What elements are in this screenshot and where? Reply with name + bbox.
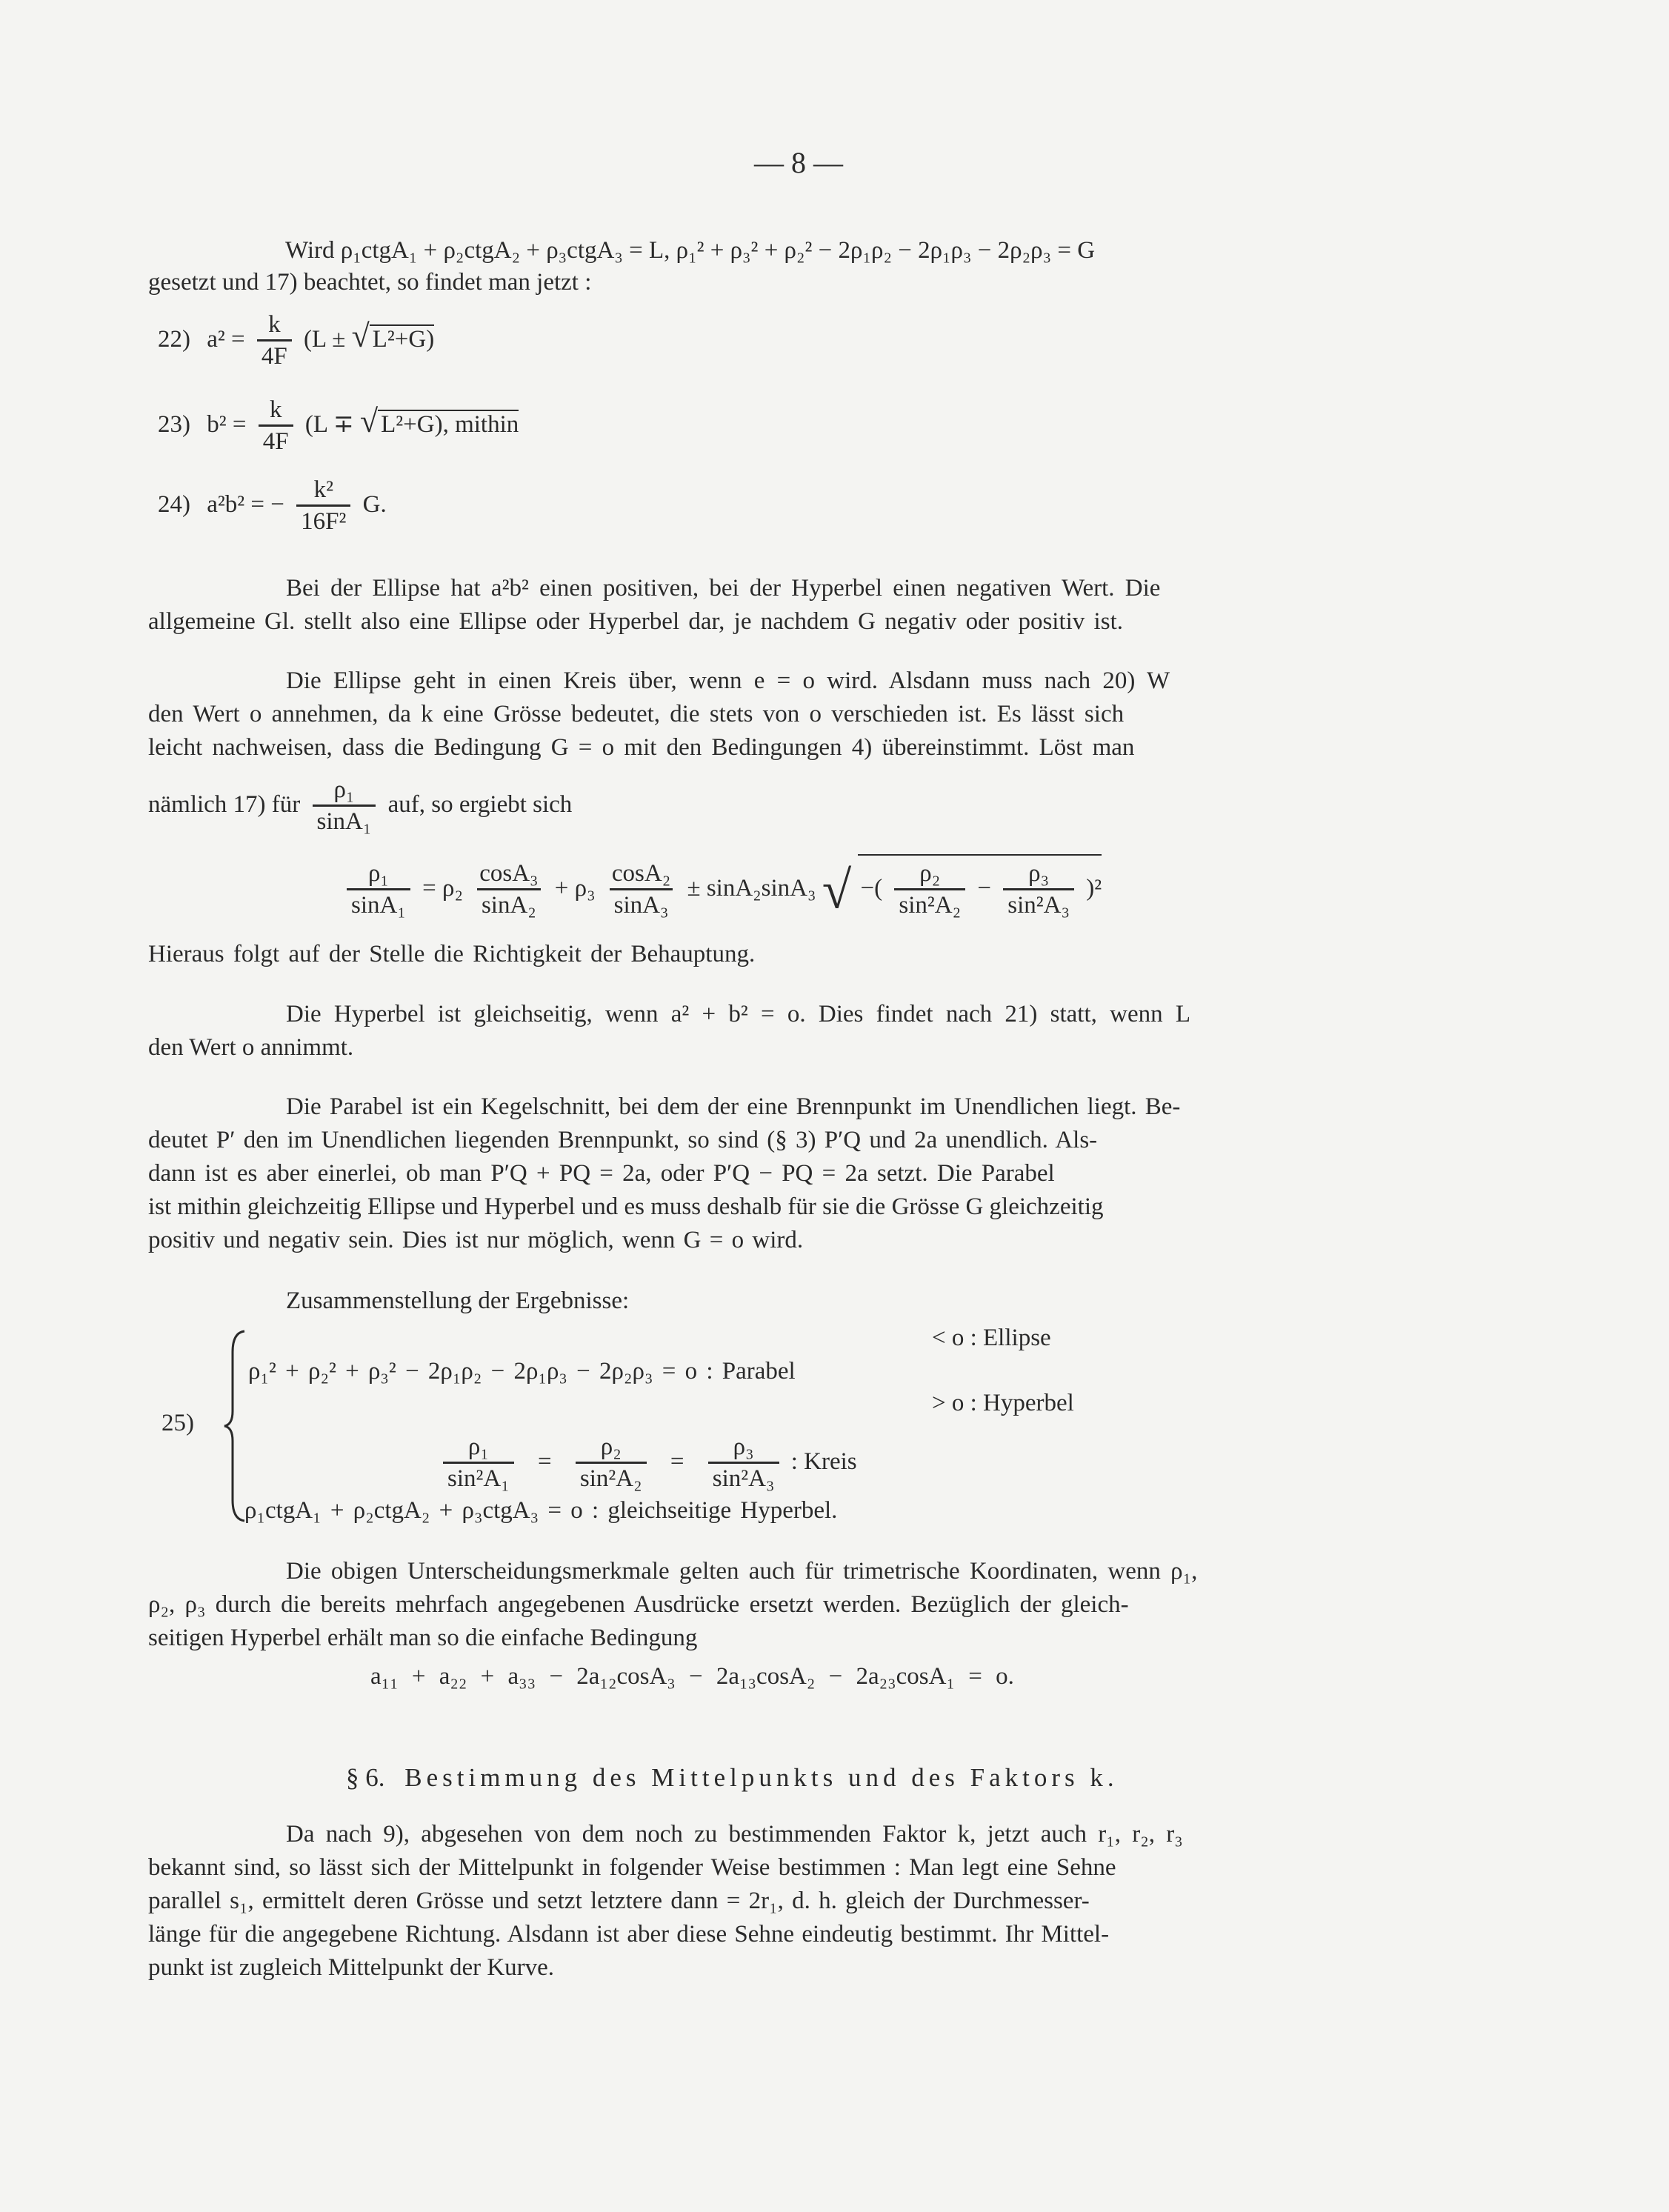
eqbig-r-pre: −(: [860, 875, 883, 902]
equation-24: [158, 476, 387, 536]
para4-line-2: den Wert o annimmt.: [148, 1034, 354, 1061]
eqbig-left-fraction: [347, 860, 410, 920]
summary-k1-num: ρ₁: [467, 1433, 489, 1460]
para2-fraction: [313, 776, 376, 836]
para2-pre: nämlich 17) für: [148, 791, 301, 819]
eq23-num: k: [269, 396, 282, 423]
summary-frac-1: [443, 1433, 514, 1493]
eq24-label: 24): [158, 491, 190, 519]
eq23-rest: (L ∓: [304, 411, 354, 439]
eqbig-pm: ± sinA₂sinA₃: [687, 875, 816, 902]
summary-row-hyperbola: > o : Hyperbel: [932, 1390, 1074, 1416]
para2-line-3: leicht nachweisen, dass die Bedingung G = o mit den Bedingungen 4) übereinstimmt. Löst man: [148, 734, 1135, 761]
summary-heading: Zusammenstellung der Ergebnisse:: [286, 1287, 630, 1314]
section-number: § 6.: [346, 1763, 385, 1792]
para7-line-2: bekannt sind, so lässt sich der Mittelpunkt in folgender Weise bestimmen : Man legt eine Sehne: [148, 1854, 1116, 1881]
eqbig-radicand: [858, 854, 1102, 920]
sqrt-icon: √: [351, 318, 370, 355]
eqbig-left-den: sinA₁: [347, 888, 410, 920]
summary-frac-2: [576, 1433, 647, 1493]
eqbig-b-num: cosA₂: [611, 860, 671, 887]
para4-line-1: Die Hyperbel ist gleichseitig, wenn a² + b² = o. Dies findet nach 21) statt, wenn L: [286, 1001, 1190, 1027]
eqbig-frac-r1: [894, 860, 965, 920]
eq24-lhs: a²b² = −: [207, 491, 284, 519]
eqbig-r2-num: ρ₃: [1028, 860, 1050, 887]
page-number: — 8 —: [754, 146, 843, 179]
para6-line-1: Die obigen Unterscheidungsmerkmale gelten auch für trimetrische Koordinaten, wenn ρ₁,: [286, 1558, 1198, 1585]
eq22-lhs: a² =: [207, 326, 245, 353]
para2-frac-num: ρ₁: [333, 776, 355, 803]
eq24-fraction: [296, 476, 350, 536]
para7-line-3: parallel s₁, ermittelt deren Grösse und setzt letztere dann = 2r₁, d. h. gleich der Durchmesser-: [148, 1888, 1090, 1914]
para5-line-2: deutet P′ den im Unendlichen liegenden Brennpunkt, so sind (§ 3) P′Q und 2a unendlich. Als-: [148, 1127, 1098, 1153]
para1-line-1: Bei der Ellipse hat a²b² einen positiven, bei der Hyperbel einen negativen Wert. Die: [286, 575, 1161, 602]
eq23-lhs: b² =: [207, 411, 247, 439]
eq23-den: 4F: [259, 424, 293, 456]
eqbig-a-num: cosA₃: [479, 860, 539, 887]
eqbig-b-den: sinA₃: [610, 888, 673, 920]
intro-line-1: Wird ρ₁ctgA₁ + ρ₂ctgA₂ + ρ₃ctgA₃ = L, ρ₁² + ρ₃² + ρ₂² − 2ρ₁ρ₂ − 2ρ₁ρ₃ − 2ρ₂ρ₃ = G: [285, 237, 1096, 264]
para5-line-1: Die Parabel ist ein Kegelschnitt, bei dem der eine Brennpunkt im Unendlichen liegt. Be-: [286, 1093, 1181, 1120]
para6-line-2: ρ₂, ρ₃ durch die bereits mehrfach angegebenen Ausdrücke ersetzt werden. Bezüglich der gleich-: [148, 1591, 1129, 1618]
eqbig-r2-den: sin²A₃: [1003, 888, 1074, 920]
summary-row-equilateral: ρ₁ctgA₁ + ρ₂ctgA₂ + ρ₃ctgA₃ = o : gleichseitige Hyperbel.: [244, 1497, 838, 1524]
summary-eq-1: =: [538, 1448, 552, 1476]
eq22-fraction: [257, 311, 292, 371]
summary-frac-3: [708, 1433, 779, 1493]
eqbig-eq: = ρ₂: [422, 875, 463, 902]
equation-final: a₁₁ + a₂₂ + a₃₃ − 2a₁₂cosA₃ − 2a₁₃cosA₂ − 2a₂₃cosA₁ = o.: [370, 1663, 1014, 1690]
equation-23: [158, 396, 519, 456]
summary-row-ellipse: < o : Ellipse: [932, 1325, 1051, 1351]
para5-line-3: dann ist es aber einerlei, ob man P′Q + PQ = 2a, oder P′Q − PQ = 2a setzt. Die Parabel: [148, 1160, 1055, 1187]
eq22-radicand: L²+G): [370, 324, 434, 353]
eqbig-minus: −: [977, 875, 992, 902]
para3-line: Hieraus folgt auf der Stelle die Richtigkeit der Behauptung.: [148, 941, 756, 967]
summary-label: 25): [161, 1410, 194, 1436]
summary-k3-den: sin²A₃: [708, 1462, 779, 1493]
eq22-num: k: [268, 311, 281, 338]
equation-22: [158, 311, 434, 371]
para2-line-2: den Wert o annehmen, da k eine Grösse bedeutet, die stets von o verschieden ist. Es lässt sich: [148, 701, 1125, 727]
eq22-label: 22): [158, 326, 190, 353]
summary-kreis: : Kreis: [790, 1448, 857, 1476]
eqbig-frac-r2: [1003, 860, 1074, 920]
summary-k1-den: sin²A₁: [443, 1462, 514, 1493]
eqbig-frac-a: [475, 860, 542, 920]
eq24-num: k²: [313, 476, 333, 503]
eq24-rest: G.: [362, 491, 387, 519]
summary-k2-den: sin²A₂: [576, 1462, 647, 1493]
eqbig-frac-b: [607, 860, 675, 920]
para5-line-4: ist mithin gleichzeitig Ellipse und Hyperbel und es muss deshalb für sie die Grösse G gleichzeitig: [148, 1193, 1104, 1220]
intro-line-2: gesetzt und 17) beachtet, so findet man jetzt :: [148, 269, 592, 296]
para5-line-5: positiv und negativ sein. Dies ist nur möglich, wenn G = o wird.: [148, 1227, 804, 1253]
eq22-rest: (L ±: [304, 326, 346, 353]
eq24-den: 16F²: [296, 504, 350, 536]
eqbig-plus: + ρ₃: [554, 875, 596, 902]
eq23-label: 23): [158, 411, 190, 439]
para7-line-4: länge für die angegebene Richtung. Alsdann ist aber diese Sehne eindeutig bestimmt. Ihr Mittel-: [148, 1921, 1110, 1948]
curly-brace-icon: [222, 1330, 247, 1522]
summary-k3-num: ρ₃: [733, 1433, 754, 1460]
para2-line-1: Die Ellipse geht in einen Kreis über, wenn e = o wird. Alsdann muss nach 20) W: [286, 667, 1170, 694]
para1-line-2: allgemeine Gl. stellt also eine Ellipse oder Hyperbel dar, je nachdem G negativ oder positiv ist.: [148, 608, 1123, 635]
para2-line-4: [148, 776, 572, 836]
section-heading: [346, 1765, 1119, 1790]
para6-line-3: seitigen Hyperbel erhält man so die einfache Bedingung: [148, 1625, 698, 1651]
summary-row-parabola: ρ₁² + ρ₂² + ρ₃² − 2ρ₁ρ₂ − 2ρ₁ρ₃ − 2ρ₂ρ₃ = o : Parabel: [248, 1358, 796, 1385]
summary-eq-2: =: [670, 1448, 684, 1476]
sqrt-icon: √: [822, 860, 852, 920]
sqrt-icon: √: [359, 403, 379, 440]
eq23-radicand: L²+G), mithin: [378, 410, 519, 438]
eq22-den: 4F: [257, 339, 292, 371]
equation-rho1: [341, 854, 1102, 920]
eqbig-r1-den: sin²A₂: [894, 888, 965, 920]
eq23-fraction: [259, 396, 293, 456]
para2-post: auf, so ergiebt sich: [387, 791, 573, 819]
summary-row-circle: [437, 1433, 857, 1493]
eqbig-r-post: )²: [1086, 875, 1102, 902]
para7-line-1: Da nach 9), abgesehen von dem noch zu bestimmenden Faktor k, jetzt auch r₁, r₂, r₃: [286, 1821, 1183, 1848]
eqbig-r1-num: ρ₂: [919, 860, 941, 887]
para2-frac-den: sinA₁: [313, 804, 376, 836]
eqbig-left-num: ρ₁: [367, 860, 389, 887]
section-title: Bestimmung des Mittelpunkts und des Faktors k.: [404, 1763, 1119, 1792]
eqbig-a-den: sinA₂: [477, 888, 541, 920]
summary-k2-num: ρ₂: [600, 1433, 622, 1460]
para7-line-5: punkt ist zugleich Mittelpunkt der Kurve.: [148, 1954, 555, 1981]
